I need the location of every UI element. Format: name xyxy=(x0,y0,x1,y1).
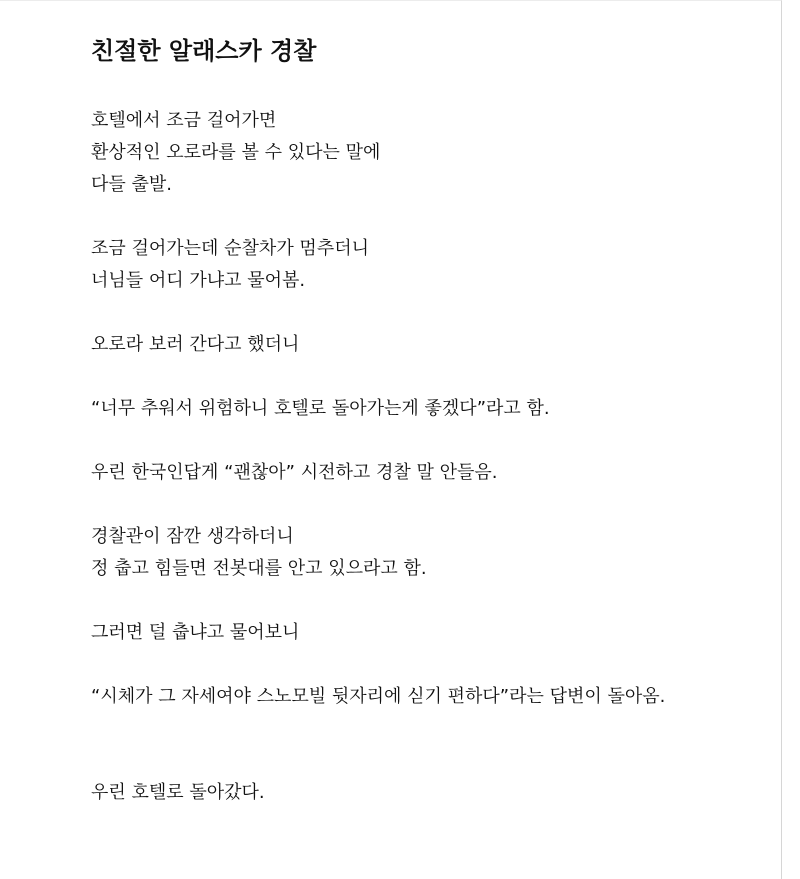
text-line: 우린 한국인답게 “괜찮아” 시전하고 경찰 말 안들음. xyxy=(91,462,498,483)
text-line: 환상적인 오로라를 볼 수 있다는 말에 xyxy=(91,142,381,163)
text-line: 오로라 보러 간다고 했더니 xyxy=(91,334,300,355)
text-line: 다들 출발. xyxy=(91,174,172,195)
text-line: 우린 호텔로 돌아갔다. xyxy=(91,782,265,803)
paragraph xyxy=(91,681,665,713)
text-line: 경찰관이 잠깐 생각하더니 xyxy=(91,526,294,547)
text-line: 정 춥고 힘들면 전봇대를 안고 있으라고 함. xyxy=(91,558,427,579)
text-line: 그러면 덜 춥냐고 물어보니 xyxy=(91,622,300,643)
text-line: “시체가 그 자세여야 스노모빌 뒷자리에 싣기 편하다”라는 답변이 돌아옴. xyxy=(91,686,666,707)
text-line: “너무 추워서 위험하니 호텔로 돌아가는게 좋겠다”라고 함. xyxy=(91,398,550,419)
text-line: 조금 걸어가는데 순찰차가 멈추더니 xyxy=(91,238,369,259)
paragraph xyxy=(91,617,665,649)
paragraph xyxy=(91,457,665,489)
paragraph xyxy=(91,393,665,425)
paragraph xyxy=(91,777,665,809)
paragraph xyxy=(91,521,665,585)
paragraph xyxy=(91,105,665,201)
paragraph xyxy=(91,329,665,361)
article-body xyxy=(91,105,665,841)
text-line: 너님들 어디 가냐고 물어봄. xyxy=(91,270,306,291)
text-line: 호텔에서 조금 걸어가면 xyxy=(91,110,277,131)
article-title: 친절한 알래스카 경찰 xyxy=(91,37,317,65)
paragraph xyxy=(91,233,665,297)
